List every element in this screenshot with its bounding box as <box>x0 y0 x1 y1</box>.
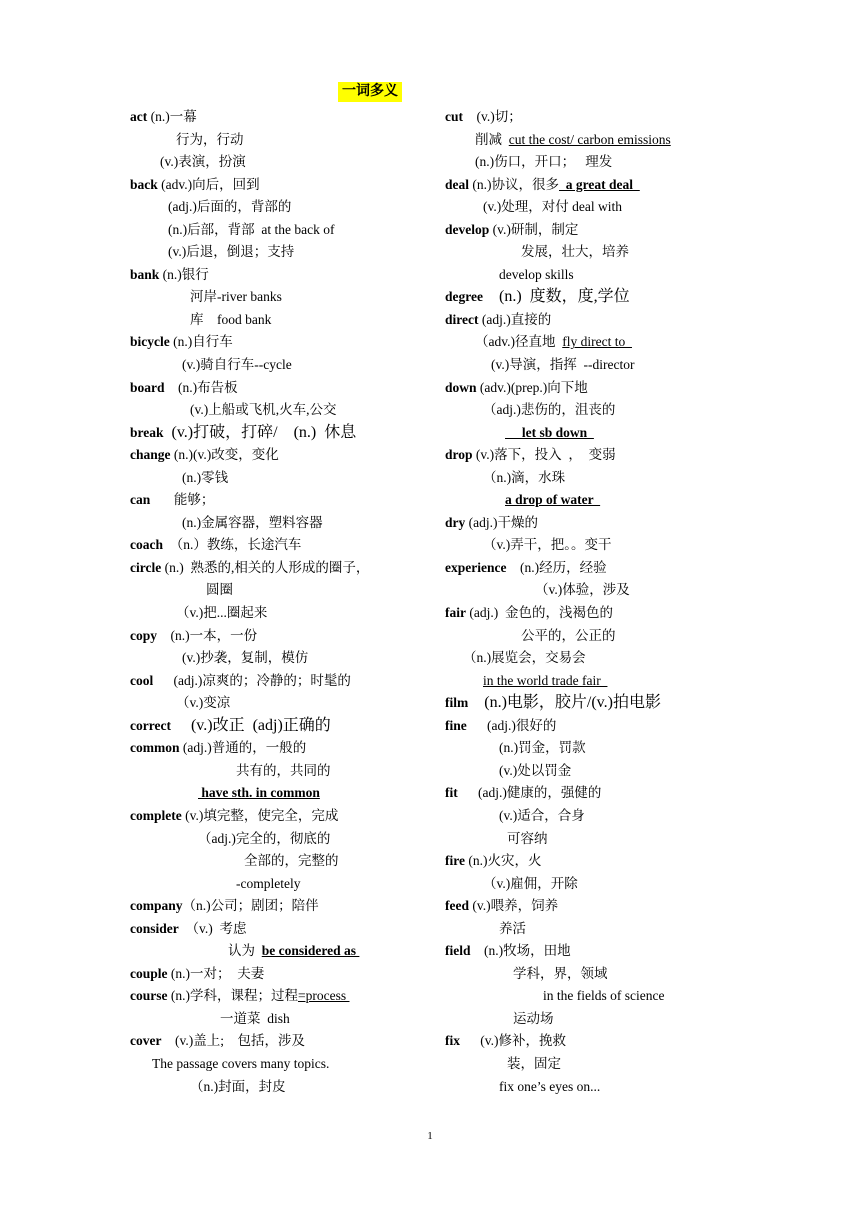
definition-text: (v.)导演，指挥 --director <box>491 357 635 373</box>
headword: circle <box>130 559 162 575</box>
entry-line <box>130 1008 440 1031</box>
definition-text: (v.)上船或飞机,火车,公交 <box>190 402 337 418</box>
phrase-example: cut the cost/ carbon emissions <box>508 131 671 147</box>
headword: break <box>130 424 164 440</box>
definition-text: (v.)盖上; 包括，涉及 <box>161 1033 305 1049</box>
entry-line <box>445 399 805 422</box>
definition-text: (n.)布告板 <box>164 379 238 395</box>
definition-text: (v.)表演，扮演 <box>160 154 246 170</box>
entry-line <box>445 782 805 805</box>
definition-text: 共有的，共同的 <box>236 762 331 778</box>
definition-text: （v.)变凉 <box>176 695 231 711</box>
definition-text: 学科，界，领域 <box>513 965 608 981</box>
phrase-example: let sb down <box>505 424 594 440</box>
definition-text: (n.)罚金，罚款 <box>499 740 586 756</box>
definition-text: (n.)自行车 <box>169 334 233 350</box>
definition-text: (adj.)干燥的 <box>465 514 538 530</box>
headword: copy <box>130 627 157 643</box>
entry-line <box>130 737 440 760</box>
entry-line <box>445 715 805 738</box>
headword: film <box>445 695 469 711</box>
entry-line <box>445 1030 805 1053</box>
page-number: 1 <box>427 1130 433 1142</box>
entry-line <box>445 444 805 467</box>
definition-text: (adv.)(prep.)向下地 <box>476 379 588 395</box>
headword: can <box>130 492 151 508</box>
definition-text: (v.)打破，打碎/ (n.) 休息 <box>163 423 357 441</box>
phrase-example: have sth. in common <box>198 785 320 801</box>
entry-line <box>130 670 440 693</box>
headword: company <box>130 898 183 914</box>
definition-text: （n.)滴，水珠 <box>483 469 566 485</box>
headword: experience <box>445 559 507 575</box>
headword: act <box>130 109 148 124</box>
headword: develop <box>445 221 490 237</box>
entry-line <box>130 489 440 512</box>
definition-text: (v.)修补，挽救 <box>460 1033 566 1049</box>
definition-text: (v.)填完整，使完全，完成 <box>181 807 339 823</box>
headword: down <box>445 379 477 395</box>
entry-line <box>445 1008 805 1031</box>
entry-line <box>130 534 440 557</box>
entry-line <box>445 873 805 896</box>
entry-line <box>445 309 805 332</box>
entry-line <box>130 264 440 287</box>
entry-line <box>445 602 805 625</box>
entry-line <box>445 557 805 580</box>
definition-text: (adj.)很好的 <box>466 717 557 733</box>
entry-line <box>445 534 805 557</box>
definition-text: (n.)银行 <box>159 266 209 282</box>
definition-text: 削减 <box>475 131 509 147</box>
entry-line <box>445 241 805 264</box>
definition-text: (n.) 度数，度,学位 <box>482 288 630 306</box>
entry-line <box>445 174 805 197</box>
entry-line <box>130 940 440 963</box>
headword: degree <box>445 289 483 305</box>
definition-text: （v.)把...圈起来 <box>176 605 268 621</box>
entry-line <box>130 512 440 535</box>
entry-line <box>445 647 805 670</box>
headword: consider <box>130 920 179 936</box>
entry-line <box>130 873 440 896</box>
definition-text: The passage covers many topics. <box>152 1055 330 1071</box>
headword: fix <box>445 1033 460 1049</box>
definition-text: (v.)骑自行车--cycle <box>182 357 292 373</box>
entry-line <box>130 647 440 670</box>
headword: fine <box>445 717 467 733</box>
entry-line <box>445 354 805 377</box>
definition-text: 公平的，公正的 <box>521 627 616 643</box>
definition-text: (v.)喂养，饲养 <box>469 898 559 914</box>
definition-text: (v.)适合，合身 <box>499 807 585 823</box>
entry-line <box>130 444 440 467</box>
definition-text: 全部的，完整的 <box>244 853 339 869</box>
definition-text: 养活 <box>499 920 526 936</box>
phrase-example: be considered as <box>261 943 360 959</box>
entry-line <box>445 377 805 400</box>
entry-line <box>445 151 805 174</box>
headword: bank <box>130 266 160 282</box>
definition-text: develop skills <box>499 266 574 282</box>
definition-text: 运动场 <box>513 1010 554 1026</box>
entry-line <box>130 625 440 648</box>
definition-text: (n.) 熟悉的,相关的人形成的圈子， <box>161 559 370 575</box>
definition-text: 可容纳 <box>507 830 548 846</box>
entry-line <box>130 219 440 242</box>
entry-line <box>445 422 805 445</box>
headword: cool <box>130 672 154 688</box>
entry-line <box>445 489 805 512</box>
definition-text: fix one’s eyes on... <box>499 1078 601 1094</box>
definition-text: (v.)落下，投入 ， 变弱 <box>472 447 616 463</box>
definition-text: (adj.)直接的 <box>478 311 552 327</box>
entry-line <box>130 1030 440 1053</box>
definition-text: （adj.)悲伤的，沮丧的 <box>483 402 616 418</box>
headword: fair <box>445 605 466 621</box>
page-title: 一词多义 <box>338 82 402 102</box>
entry-line <box>130 129 440 152</box>
entry-line <box>445 850 805 873</box>
definition-text: （v.)体验，涉及 <box>535 582 630 598</box>
definition-text: 河岸-river banks <box>190 289 282 305</box>
headword: feed <box>445 898 469 914</box>
definition-text: (v.)切； <box>463 109 522 124</box>
phrase-example: =process <box>298 988 350 1004</box>
definition-text: (n.)电影，胶片/(v.)拍电影 <box>468 694 661 712</box>
definition-text: 库 food bank <box>190 311 272 327</box>
entry-line <box>445 760 805 783</box>
entry-line <box>130 850 440 873</box>
entry-line <box>130 241 440 264</box>
entry-line <box>130 1076 440 1099</box>
phrase-example: fly direct to <box>562 334 632 350</box>
headword: fit <box>445 785 458 801</box>
entry-line <box>130 196 440 219</box>
entry-line <box>130 760 440 783</box>
headword: course <box>130 988 168 1004</box>
entry-line <box>130 782 440 805</box>
headword: field <box>445 943 471 959</box>
definition-text: (n.)学科，课程；过程 <box>167 988 298 1004</box>
headword: couple <box>130 965 168 981</box>
definition-text: (n.)一本，一份 <box>157 627 258 643</box>
entry-line <box>130 399 440 422</box>
definition-text: （v.)弄干，把。。变干 <box>483 537 612 553</box>
entry-line <box>130 692 440 715</box>
entry-line <box>445 579 805 602</box>
definition-text: (n.)一对； 夫妻 <box>167 965 265 981</box>
entry-line <box>445 106 805 129</box>
definition-text: (v.)研制，制定 <box>489 221 579 237</box>
entry-line <box>445 512 805 535</box>
entry-line <box>445 625 805 648</box>
headword: cover <box>130 1033 162 1049</box>
phrase-example: a drop of water <box>505 492 601 508</box>
definition-text: （n.)封面，封皮 <box>190 1078 286 1094</box>
definition-text: 行为，行动 <box>176 131 244 147</box>
entry-line <box>130 354 440 377</box>
definition-text: (v.)后退，倒退；支持 <box>168 244 295 260</box>
entry-line <box>445 918 805 941</box>
entry-line <box>445 331 805 354</box>
definition-text: (n.)金属容器，塑料容器 <box>182 514 323 530</box>
entry-line <box>130 151 440 174</box>
definition-text: 发展，壮大，培养 <box>521 244 629 260</box>
definition-text: （v.) 考虑 <box>178 920 247 936</box>
definition-text: (v.)处理，对付 deal with <box>483 199 622 215</box>
entry-line <box>130 286 440 309</box>
definition-text: in the fields of science <box>543 988 665 1004</box>
definition-text: （v.)雇佣，开除 <box>483 875 578 891</box>
entry-line <box>130 331 440 354</box>
entry-line <box>445 737 805 760</box>
definition-text: (n.)伤口，开口； 理发 <box>475 154 613 170</box>
entry-line <box>130 602 440 625</box>
entry-line <box>445 940 805 963</box>
entry-line <box>445 1053 805 1076</box>
entry-line <box>130 422 440 445</box>
headword: complete <box>130 807 182 823</box>
entry-line <box>445 670 805 693</box>
headword: board <box>130 379 165 395</box>
definition-text: (adj.)凉爽的；冷静的；时髦的 <box>153 672 351 688</box>
definition-text: 一道菜 dish <box>220 1010 290 1026</box>
entry-line <box>130 174 440 197</box>
headword: direct <box>445 311 479 327</box>
entry-line <box>130 715 440 738</box>
entry-line <box>130 918 440 941</box>
entry-line <box>445 963 805 986</box>
definition-text: （adj.)完全的，彻底的 <box>198 830 331 846</box>
definition-text: -completely <box>236 875 301 891</box>
right-column <box>445 106 805 1098</box>
definition-text: 能够； <box>150 492 215 508</box>
entry-line <box>130 985 440 1008</box>
entry-line <box>445 828 805 851</box>
entry-line <box>130 467 440 490</box>
headword: correct <box>130 717 171 733</box>
definition-text: (n.)后部，背部 at the back of <box>168 221 335 237</box>
entry-line <box>445 692 805 715</box>
definition-text: (v.)改正 (adj)正确的 <box>170 716 331 734</box>
headword: change <box>130 447 171 463</box>
headword: back <box>130 176 158 192</box>
entry-line <box>130 895 440 918</box>
phrase-example: in the world trade fair <box>483 672 608 688</box>
definition-text: (adj.)健康的，强健的 <box>457 785 602 801</box>
headword: dry <box>445 514 466 530</box>
definition-text: (n.)火灾，火 <box>465 853 542 869</box>
headword: cut <box>445 109 463 124</box>
definition-text: (adj.)后面的，背部的 <box>168 199 292 215</box>
definition-text: (v.)处以罚金 <box>499 762 572 778</box>
definition-text: (adj.) 金色的，浅褐色的 <box>466 605 613 621</box>
entry-line <box>445 286 805 309</box>
headword: fire <box>445 853 465 869</box>
entry-line <box>445 264 805 287</box>
headword: drop <box>445 447 473 463</box>
entry-line <box>445 219 805 242</box>
definition-text: (v.)抄袭，复制，模仿 <box>182 650 309 666</box>
entry-line <box>130 1053 440 1076</box>
entry-line <box>445 895 805 918</box>
definition-text: (n.)牧场，田地 <box>470 943 571 959</box>
entry-line <box>445 196 805 219</box>
headword: bicycle <box>130 334 170 350</box>
entry-line <box>130 309 440 332</box>
definition-text: (adj.)普通的，一般的 <box>179 740 307 756</box>
definition-text: (n.)(v.)改变，变化 <box>170 447 279 463</box>
left-column <box>130 106 440 1098</box>
entry-line <box>130 828 440 851</box>
definition-text: (n.)零钱 <box>182 469 229 485</box>
entry-line <box>445 467 805 490</box>
entry-line <box>130 557 440 580</box>
definition-text: （adv.)径直地 <box>475 334 563 350</box>
entry-line <box>130 377 440 400</box>
entry-line <box>130 579 440 602</box>
entry-line <box>445 985 805 1008</box>
entry-line <box>130 963 440 986</box>
definition-text: (n.)一幕 <box>147 109 197 124</box>
entry-line <box>445 129 805 152</box>
definition-text: （n.）教练，长途汽车 <box>163 537 302 553</box>
entry-line <box>445 805 805 828</box>
definition-text: 圆圈 <box>206 582 233 598</box>
headword: coach <box>130 537 163 553</box>
definition-text: 装，固定 <box>507 1055 561 1071</box>
entry-line <box>445 1076 805 1099</box>
definition-text: （n.)展览会，交易会 <box>463 650 586 666</box>
definition-text: 认为 <box>228 943 262 959</box>
definition-text: （n.)公司；剧团；陪伴 <box>182 898 319 914</box>
definition-text: (n.)协议，很多 <box>469 176 560 192</box>
entry-line <box>130 805 440 828</box>
headword: deal <box>445 176 470 192</box>
headword: common <box>130 740 180 756</box>
definition-text: (adv.)向后，回到 <box>157 176 260 192</box>
definition-text: (n.)经历，经验 <box>506 559 607 575</box>
entry-line <box>130 106 440 129</box>
phrase-example: a great deal <box>559 176 640 192</box>
